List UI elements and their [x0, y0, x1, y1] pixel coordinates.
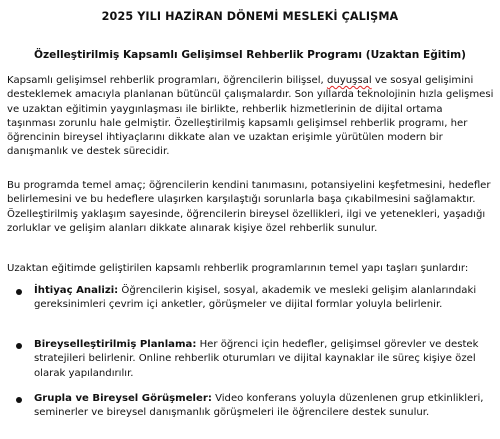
list-item — [34, 338, 496, 381]
list-item-text: Video konferans yoluyla düzenlenen grup etkinlikleri, seminerler ve bireysel danışmanlık görüşmeleri ile öğrencilere destek sunulur. — [34, 393, 484, 419]
list-item-title: Bireyselleştirilmiş Planlama: — [34, 339, 197, 350]
bullet-icon — [16, 343, 22, 349]
list-item-text: Her öğrenci için hedefler, gelişimsel görevler ve destek stratejileri belirlenir. Online rehberlik oturumları ve dijital kaynaklar ile süreç kişiye özel olarak yapılandırılır. — [34, 339, 479, 379]
document-title: 2025 YILI HAZİRAN DÖNEMİ MESLEKİ ÇALIŞMA — [101, 10, 399, 23]
spellcheck-flagged-word: duyuşsal — [326, 75, 372, 86]
bullet-icon — [16, 397, 22, 403]
paragraph-intro-end: ve sosyal gelişimini desteklemek amacıyla planlanan bütüncül çalışmalardır. Son yıllarda teknolojinin hızla gelişmesi ve uzaktan eğitimin yaygınlaşması ile birlikte, rehberlik hizmetlerinin de dijital ortama taşınması zorunlu hale gelmiştir. Özelleştirilmiş kapsamlı gelişimsel rehberlik programı, her öğrencinin bireysel ihtiyaçlarını dikkate alan ve uzaktan erişimle yürütülen modern bir danışmanlık ve destek sürecidir. — [7, 75, 494, 158]
list-item — [34, 284, 496, 313]
document-subtitle: Özelleştirilmiş Kapsamlı Gelişimsel Rehberlik Programı (Uzaktan Eğitim) — [34, 49, 466, 61]
list-item-title: Grupla ve Bireysel Görüşmeler: — [34, 393, 212, 404]
paragraph-intro — [7, 74, 494, 160]
paragraph-intro-start: Kapsamlı gelişimsel rehberlik programları, öğrencilerin bilişsel, — [7, 75, 327, 86]
list-item — [34, 392, 496, 421]
bullet-icon — [16, 289, 22, 295]
paragraph-components-intro: Uzaktan eğitimde geliştirilen kapsamlı rehberlik programlarının temel yapı taşları şunlardır: — [7, 263, 469, 274]
list-item-title: İhtiyaç Analizi: — [34, 285, 119, 296]
list-item-text: Öğrencilerin kişisel, sosyal, akademik ve mesleki gelişim alanlarındaki gereksinimleri çevrim içi anketler, görüşmeler ve dijital formlar yoluyla belirlenir. — [34, 285, 477, 311]
paragraph-aim: Bu programda temel amaç; öğrencilerin kendini tanımasını, potansiyelini keşfetmesini, hedefler belirlemesini ve bu hedeflere ulaşırken karşılaştığı sorunlarla başa çıkabilmesini sağlamaktır. Özelleştirilmiş yaklaşım sayesinde, öğrencilerin bireysel özellikleri, ilgi ve yetenekleri, yaşadığı zorluklar ve gelişim alanları dikkate alınarak kişiye özel rehberlik sunulur. — [7, 180, 491, 234]
